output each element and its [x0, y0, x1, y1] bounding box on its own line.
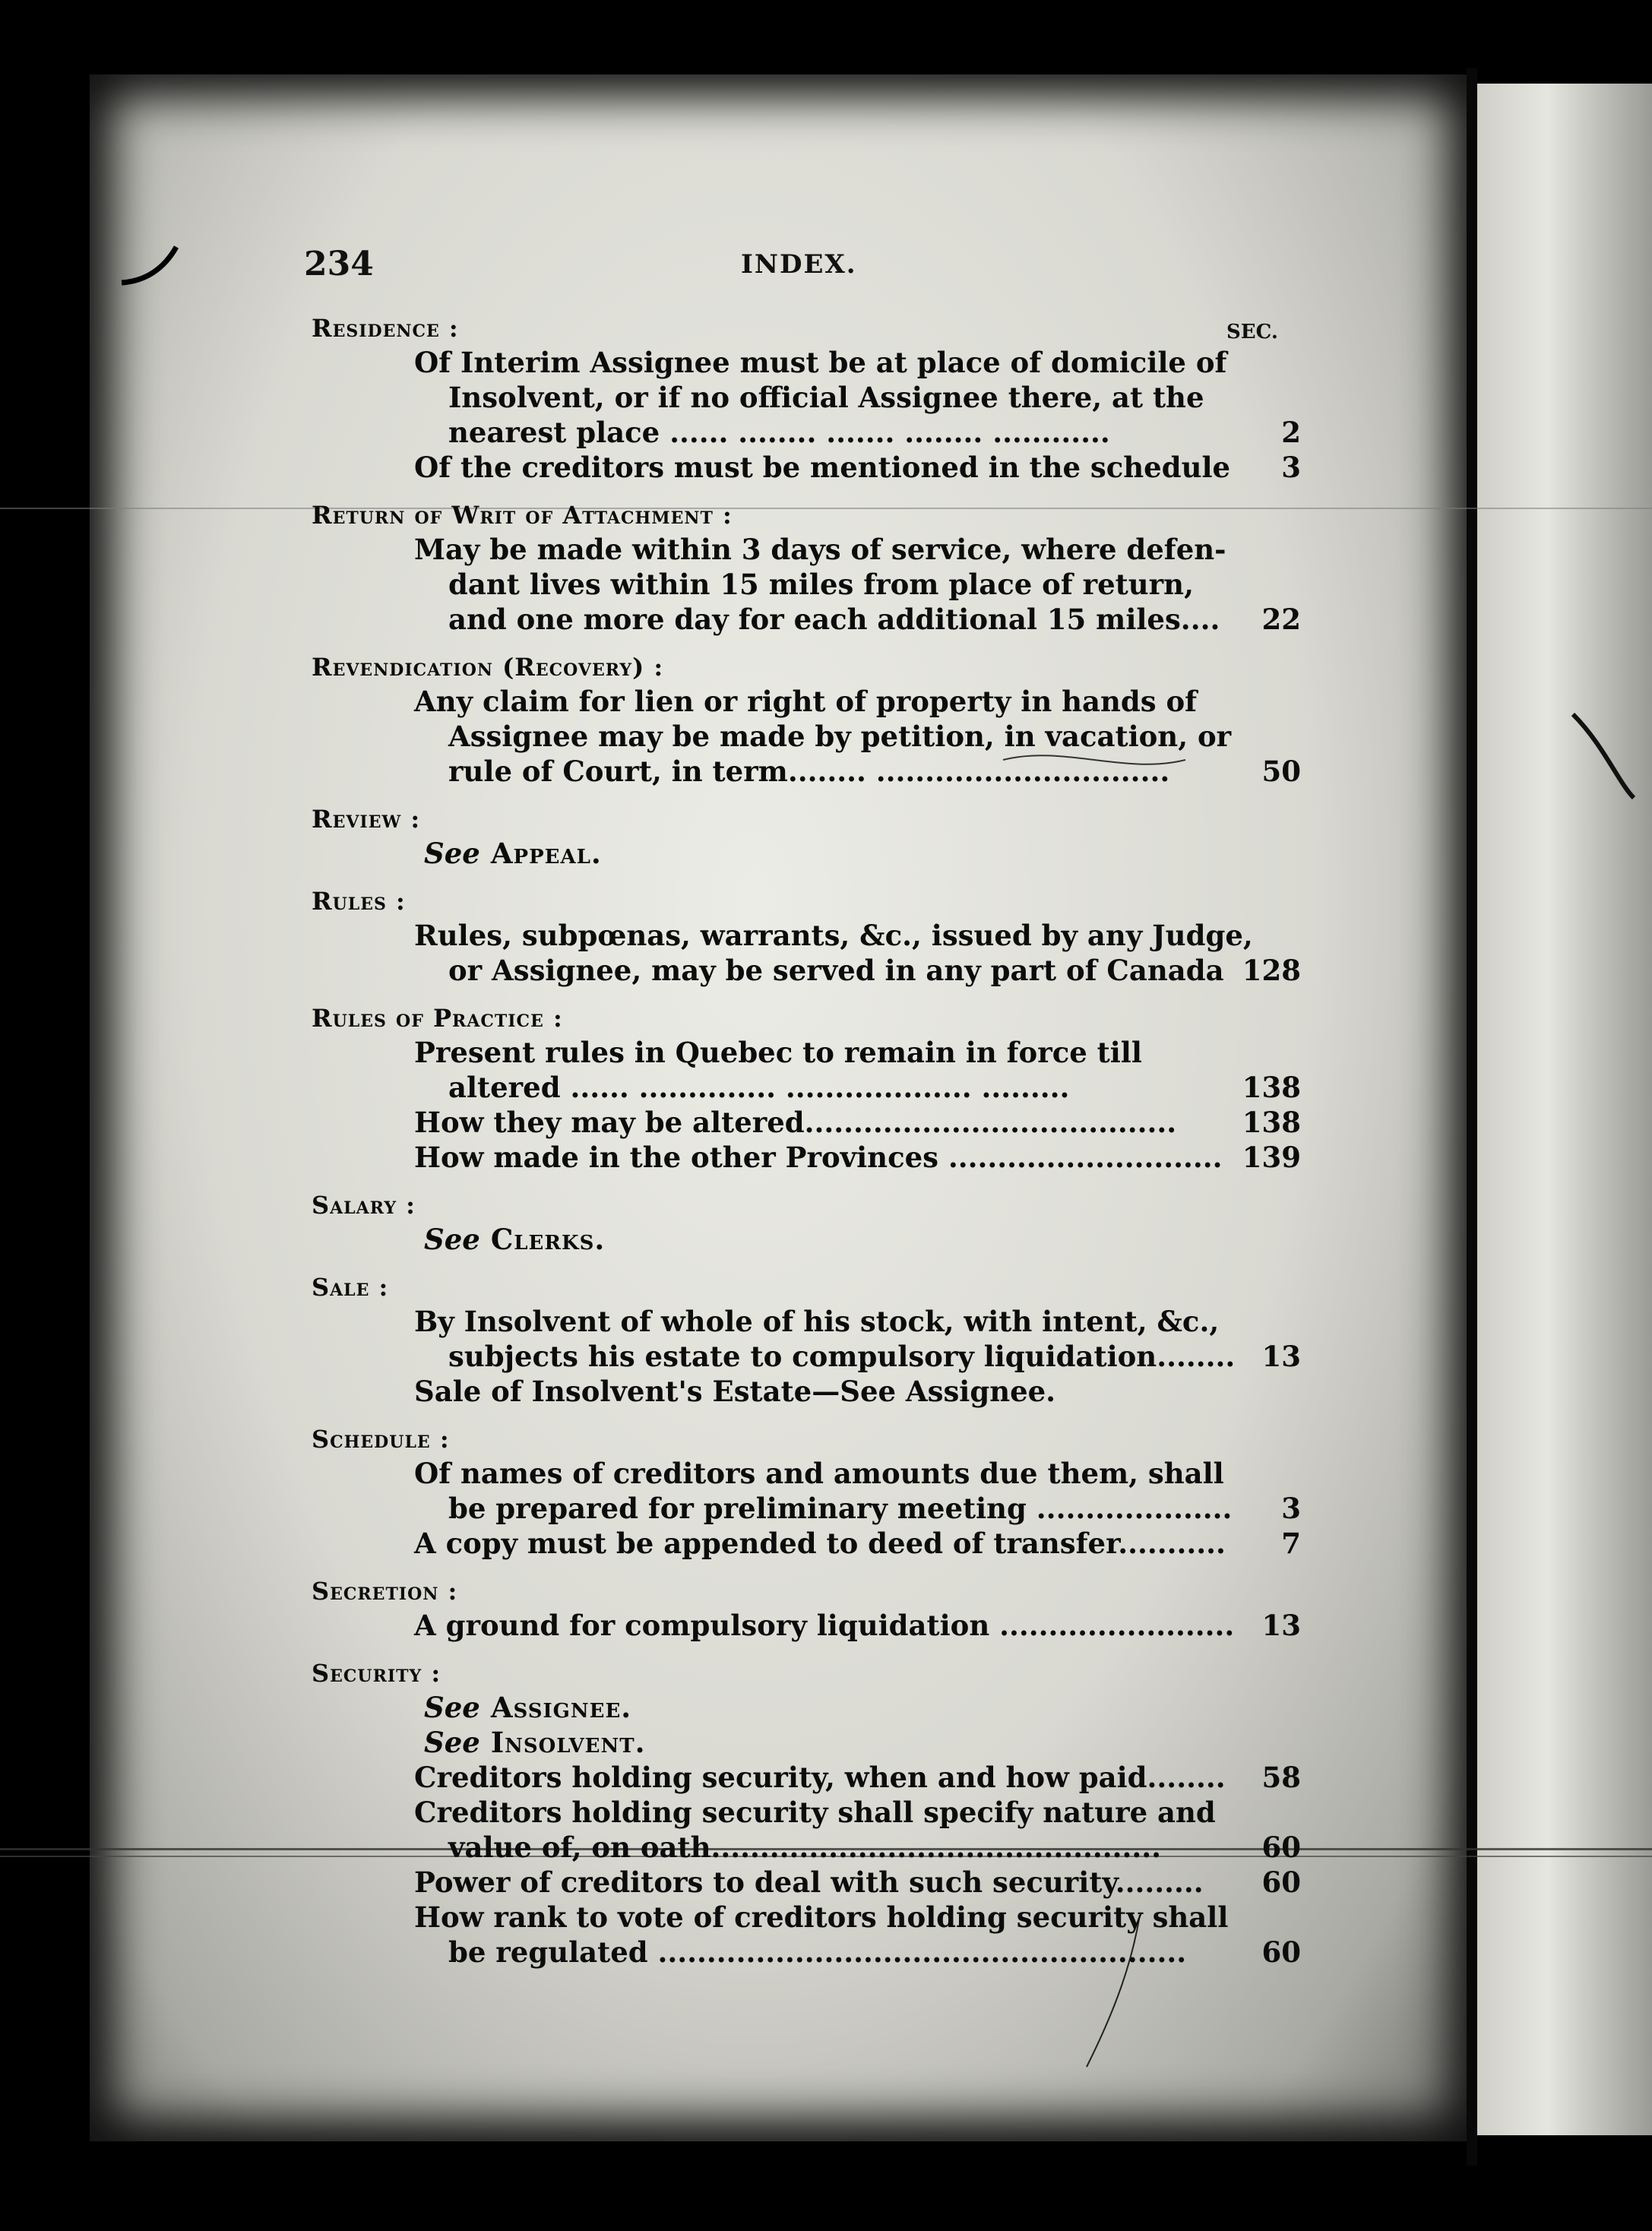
entry-line: Of names of creditors and amounts due them, shall: [414, 1457, 1224, 1490]
entry-line: and one more day for each additional 15 miles....: [448, 603, 1220, 636]
entry-line: How made in the other Provinces ............................: [414, 1141, 1223, 1174]
section-number: 2: [1281, 416, 1301, 449]
index-entry: [312, 1374, 1292, 1409]
index-section: [312, 884, 1301, 988]
see-target: Appeal.: [490, 837, 602, 870]
entry-line: or Assignee, may be served in any part of Canada: [448, 954, 1224, 987]
index-section: [312, 1188, 1292, 1257]
index-section: [312, 1657, 1301, 1970]
entry-line: be regulated ......................................................: [448, 1935, 1187, 1969]
page-gutter: [1467, 68, 1477, 2166]
index-entry: [312, 345, 1301, 450]
section-number: 58: [1261, 1761, 1301, 1794]
index-entry: [312, 1900, 1301, 1970]
index-entry: [312, 918, 1301, 988]
index-heading: Review :: [312, 805, 421, 834]
section-number: 139: [1242, 1141, 1301, 1174]
entry-line: By Insolvent of whole of his stock, with intent, &c.,: [414, 1305, 1220, 1338]
index-heading: Rules of Practice :: [312, 1004, 563, 1033]
see-target: Insolvent.: [490, 1726, 646, 1759]
entry-line: Present rules in Quebec to remain in force till: [414, 1036, 1142, 1069]
index-entry: [312, 1105, 1301, 1140]
section-number: 3: [1281, 1492, 1301, 1525]
section-number: 138: [1242, 1106, 1301, 1139]
section-number: 60: [1261, 1865, 1301, 1899]
index-section: [312, 498, 1301, 637]
index-section: [312, 1002, 1301, 1175]
entry-line: May be made within 3 days of service, where defen-: [414, 533, 1226, 566]
see-word: See: [424, 1726, 480, 1759]
index-heading: Salary :: [312, 1191, 416, 1220]
entry-line: Of the creditors must be mentioned in the schedule: [414, 451, 1231, 484]
entry-line: value of, on oath..............................................: [448, 1831, 1162, 1864]
index-section: [312, 802, 1292, 871]
entry-line: A copy must be appended to deed of transfer...........: [414, 1527, 1226, 1560]
section-number: 22: [1261, 603, 1301, 636]
index-entry: [312, 684, 1301, 789]
page-number: 234: [304, 245, 374, 283]
see-reference: [312, 1222, 1292, 1257]
index-entry: [312, 1140, 1301, 1175]
section-number: 3: [1281, 451, 1301, 484]
entry-line: subjects his estate to compulsory liquidation........: [448, 1340, 1236, 1373]
see-word: See: [424, 837, 480, 870]
index-heading: Secretion :: [312, 1577, 458, 1606]
section-number: 60: [1261, 1935, 1301, 1969]
index-entry: [312, 1035, 1301, 1105]
index-heading: Residence :: [312, 314, 459, 343]
section-number: 60: [1261, 1831, 1301, 1864]
index-section: [312, 1574, 1301, 1643]
index-entry: [312, 1456, 1301, 1526]
entry-line: altered ...... .............. ................... .........: [448, 1071, 1070, 1104]
index-entry: [312, 450, 1301, 485]
facing-page-edge: [1477, 84, 1652, 2135]
page-title: INDEX.: [741, 249, 857, 280]
entry-line: be prepared for preliminary meeting ....................: [448, 1492, 1233, 1525]
entry-line: How they may be altered......................................: [414, 1106, 1177, 1139]
index-entry: [312, 1795, 1301, 1865]
index-heading: Sale :: [312, 1273, 389, 1302]
entry-line: Power of creditors to deal with such security.........: [414, 1865, 1204, 1899]
see-word: See: [424, 1223, 480, 1256]
index-section: [312, 312, 1301, 485]
entry-line: Sale of Insolvent's Estate—See Assignee.: [414, 1375, 1056, 1408]
entry-line: A ground for compulsory liquidation ........................: [414, 1609, 1235, 1642]
index-section: [312, 650, 1301, 789]
index-section: [312, 1422, 1301, 1561]
entry-line: Insolvent, or if no official Assignee there, at the: [448, 381, 1204, 414]
see-reference: [312, 836, 1292, 871]
index-entry: [312, 1760, 1301, 1795]
see-target: Clerks.: [490, 1223, 606, 1256]
index-entry: [312, 532, 1301, 637]
entry-line: Creditors holding security shall specify nature and: [414, 1796, 1216, 1829]
index-heading: Return of Writ of Attachment :: [312, 501, 733, 530]
entry-line: Assignee may be made by petition, in vacation, or: [448, 720, 1232, 753]
section-number: 50: [1261, 755, 1301, 788]
index-section: [312, 1271, 1301, 1409]
index-entry: [312, 1304, 1301, 1374]
section-number: 128: [1242, 954, 1301, 987]
entry-line: dant lives within 15 miles from place of return,: [448, 568, 1194, 601]
index-entry: [312, 1526, 1301, 1561]
entry-line: rule of Court, in term........ ..............................: [448, 755, 1170, 788]
entry-line: How rank to vote of creditors holding security shall: [414, 1900, 1229, 1934]
section-number: 13: [1261, 1340, 1301, 1373]
index-entry: [312, 1865, 1301, 1900]
section-number: 138: [1242, 1071, 1301, 1104]
entry-line: Rules, subpœnas, warrants, &c., issued by any Judge,: [414, 919, 1253, 952]
index-heading: Security :: [312, 1659, 441, 1688]
section-number: 7: [1281, 1527, 1301, 1560]
index-heading: Schedule :: [312, 1425, 450, 1454]
section-number: 13: [1261, 1609, 1301, 1642]
see-reference: [312, 1725, 1292, 1760]
index-list: [312, 312, 1301, 1983]
index-heading: Revendication (Recovery) :: [312, 653, 664, 682]
entry-line: nearest place ...... ........ ....... ........ ............: [448, 416, 1110, 449]
index-entry: [312, 1608, 1301, 1643]
entry-line: Of Interim Assignee must be at place of domicile of: [414, 346, 1227, 379]
see-word: See: [424, 1691, 480, 1724]
index-heading: Rules :: [312, 887, 406, 916]
see-target: Assignee.: [490, 1691, 632, 1724]
entry-line: Creditors holding security, when and how paid........: [414, 1761, 1226, 1794]
entry-line: Any claim for lien or right of property in hands of: [414, 685, 1198, 718]
see-reference: [312, 1690, 1292, 1725]
section-column-label: SEC.: [1226, 321, 1278, 343]
